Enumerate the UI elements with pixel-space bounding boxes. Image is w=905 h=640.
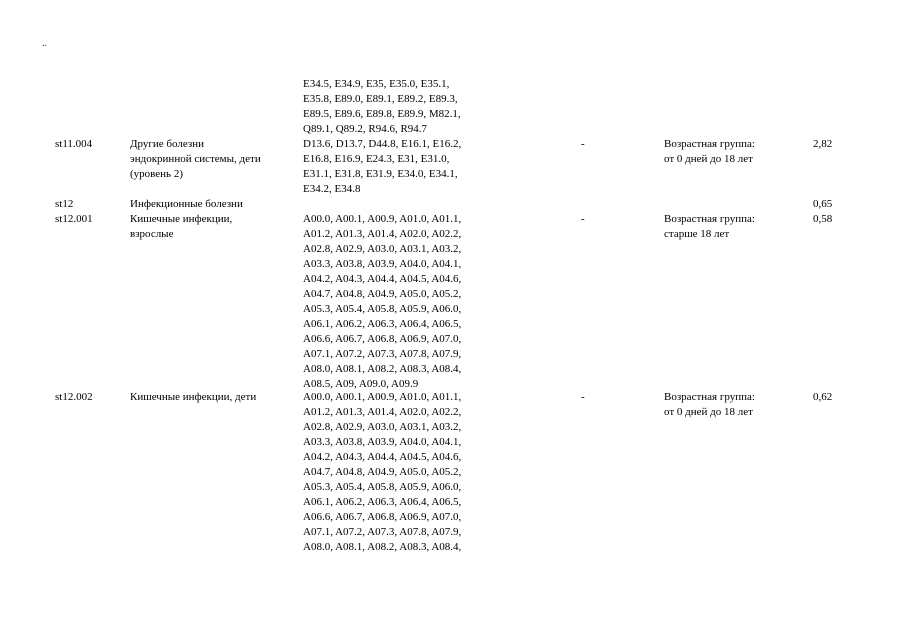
- row-icd-codes: A00.0, A00.1, A00.9, A01.0, A01.1, A01.2, A01.3, A01.4, A02.0, A02.2, A02.8, A02.9, A03.0, A03.1, A03.2, A03.3, A03.8, A03.9, A04.0, A04.1, A04.2, A04.3, A04.4, A04.5, A04.6, A04.7, A04.8, A04.9, A05.0, A05.2, A05.3, A05.4, A05.8, A05.9, A06.0, A06.1, A06.2, A06.3, A06.4, A06.5, A06.6, A06.7, A06.8, A06.9, A07.0, A07.1, A07.2, A07.3, A07.8, A07.9, A08.0, A08.1, A08.2, A08.3, A08.4,: [303, 391, 462, 553]
- row-icd-codes: A00.0, A00.1, A00.9, A01.0, A01.1, A01.2, A01.3, A01.4, A02.0, A02.2, A02.8, A02.9, A03.0, A03.1, A03.2, A03.3, A03.8, A03.9, A04.0, A04.1, A04.2, A04.3, A04.4, A04.5, A04.6, A04.7, A04.8, A04.9, A05.0, A05.2, A05.3, A05.4, A05.8, A05.9, A06.0, A06.1, A06.2, A06.3, A06.4, A06.5, A06.6, A06.7, A06.8, A06.9, A07.0, A07.1, A07.2, A07.3, A07.8, A07.9, A08.0, A08.1, A08.2, A08.3, A08.4, A08.5, A09, A09.0, A09.9: [303, 213, 462, 390]
- row-criteria: Возрастная группа: старше 18 лет: [664, 213, 755, 240]
- row-code: st12: [55, 198, 74, 210]
- continuation-icd-codes: E34.5, E34.9, E35, E35.0, E35.1, E35.8, E89.0, E89.1, E89.2, E89.3, E89.5, E89.6, E89.8, E89.9, M82.1, Q89.1, Q89.2, R94.6, R94.7: [303, 78, 461, 135]
- row-criteria: Возрастная группа: от 0 дней до 18 лет: [664, 391, 755, 418]
- row-name: Другие болезни эндокринной системы, дети (уровень 2): [130, 138, 261, 180]
- row-dash: -: [581, 391, 585, 403]
- row-coefficient: 2,82: [813, 138, 833, 150]
- row-name: Инфекционные болезни: [130, 198, 243, 210]
- row-name: Кишечные инфекции, взрослые: [130, 213, 233, 240]
- row-coefficient: 0,62: [813, 391, 833, 403]
- row-name: Кишечные инфекции, дети: [130, 391, 257, 403]
- row-icd-codes: D13.6, D13.7, D44.8, E16.1, E16.2, E16.8, E16.9, E24.3, E31, E31.0, E31.1, E31.8, E31.9, E34.0, E34.1, E34.2, E34.8: [303, 138, 462, 195]
- row-coefficient: 0,58: [813, 213, 833, 225]
- row-dash: -: [581, 138, 585, 150]
- row-criteria: Возрастная группа: от 0 дней до 18 лет: [664, 138, 755, 165]
- row-code: st12.002: [55, 391, 93, 403]
- row-dash: -: [581, 213, 585, 225]
- row-code: st12.001: [55, 213, 93, 225]
- page-corner-mark: ..: [42, 38, 47, 49]
- row-coefficient: 0,65: [813, 198, 833, 210]
- row-code: st11.004: [55, 138, 93, 150]
